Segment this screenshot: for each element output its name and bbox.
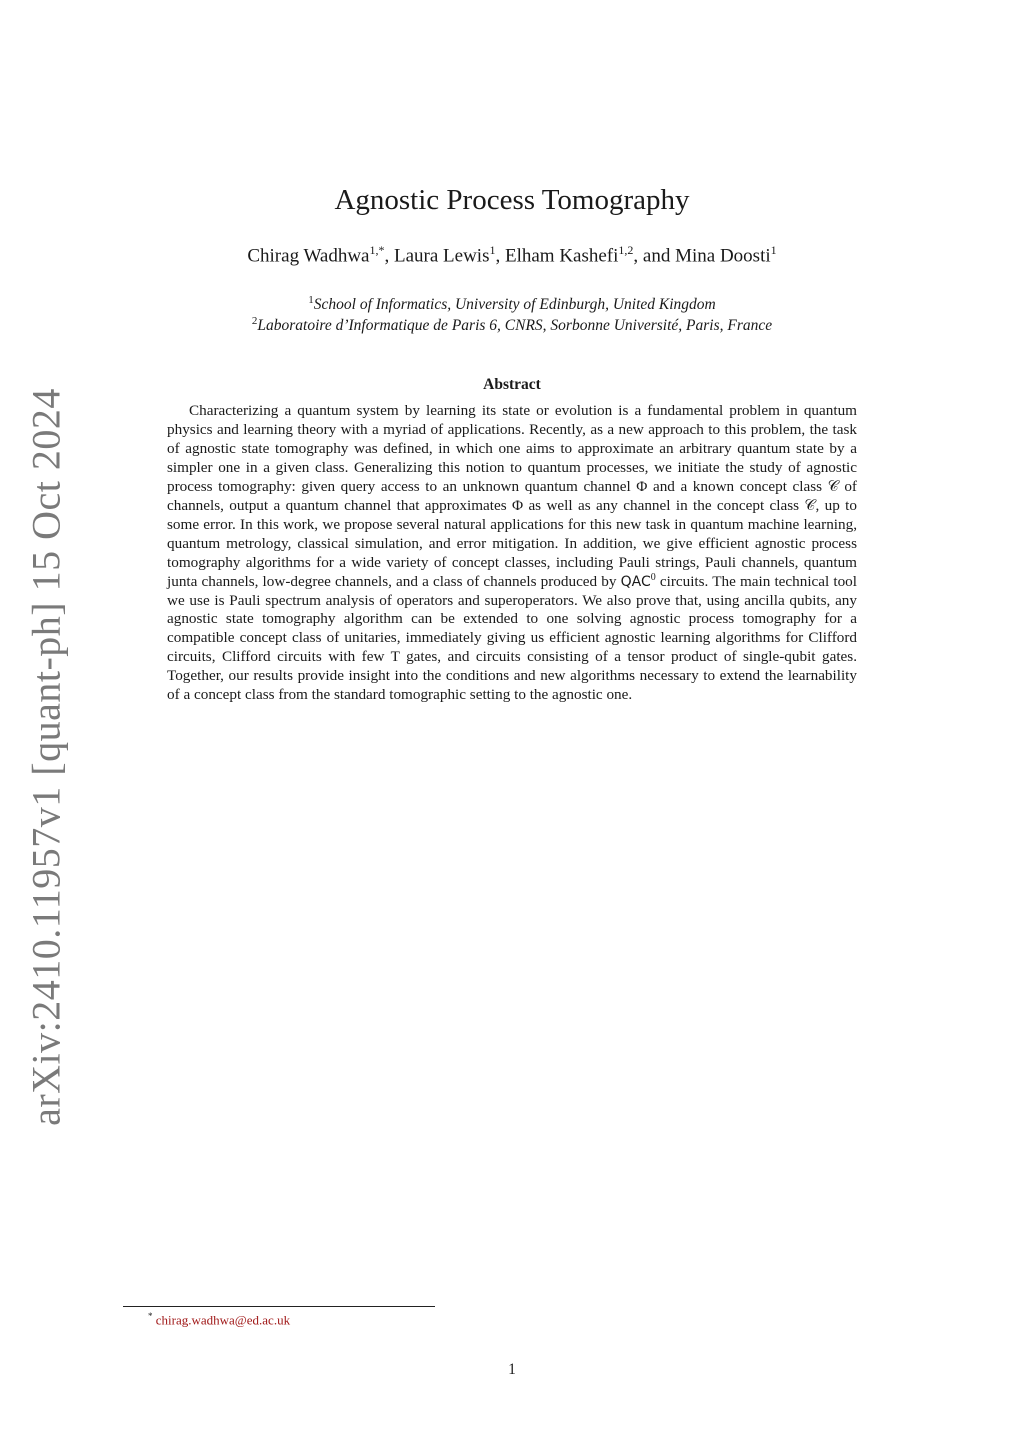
author-name: Mina Doosti bbox=[675, 245, 771, 267]
email-link[interactable]: chirag.wadhwa@ed.ac.uk bbox=[155, 1312, 291, 1328]
author-separator: , bbox=[495, 245, 505, 267]
author-affiliation-mark: 1,* bbox=[369, 243, 385, 257]
page-number: 1 bbox=[508, 1361, 516, 1378]
arxiv-stamp: arXiv:2410.11957v1 [quant-ph] 15 Oct 2024 bbox=[23, 388, 69, 1126]
affiliation-number: 1 bbox=[308, 294, 314, 306]
affiliation-number: 2 bbox=[251, 315, 258, 327]
author-affiliation-mark: 1 bbox=[489, 243, 496, 257]
author-affiliation-mark: 1 bbox=[770, 243, 777, 257]
affiliation-text: Laboratoire d’Informatique de Paris 6, CNRS, Sorbonne Université, Paris, France bbox=[257, 317, 773, 335]
author-name: Chirag Wadhwa bbox=[247, 245, 370, 267]
author-separator: , bbox=[384, 245, 394, 267]
abstract-text: circuits. The main technical tool we use is Pauli spectrum analysis of operators and superoperators. We also prove that, using ancilla qubits, any agnostic state tomography algorithm can be extended to one solving agnostic process tomography for a compatible concept class of unitaries, immediately giving us efficient agnostic learning algorithms for Clifford circuits, Clifford circuits with few T gates, and circuits consisting of a tensor product of single-qubit gates. Together, our results provide insight into the conditions and new algorithms necessary to extend the learnability of a concept class from the standard tomographic setting to the agnostic one. bbox=[167, 572, 857, 704]
footnote-marker: * bbox=[148, 1311, 153, 1321]
author-separator: , and bbox=[633, 245, 676, 267]
qac-superscript: 0 bbox=[650, 571, 656, 583]
abstract-body bbox=[167, 402, 857, 705]
author-name: Elham Kashefi bbox=[504, 245, 619, 267]
qac-label: QAC bbox=[620, 573, 651, 590]
author-list bbox=[0, 243, 1024, 267]
author-name: Laura Lewis bbox=[393, 245, 490, 267]
abstract-text: Characterizing a quantum system by learning its state or evolution is a fundamental problem in quantum physics and learning theory with a myriad of applications. Recently, as a new approach to this problem, the task of agnostic state tomography was defined, in which one aims to approximate an arbitrary quantum state by a simpler one in a given class. Generalizing this notion to quantum processes, we initiate the study of agnostic process tomography: given query access to an unknown quantum channel Φ and a known concept class 𝒞 of channels, output a quantum channel that approximates Φ as well as any channel in the concept class 𝒞, up to some error. In this work, we propose several natural applications for this new task in quantum machine learning, quantum metrology, classical simulation, and error mitigation. In addition, we give efficient agnostic process tomography algorithms for a wide variety of concept classes, including Pauli strings, Pauli channels, quantum junta channels, low-degree channels, and a class of channels produced by bbox=[167, 402, 857, 590]
paper-title: Agnostic Process Tomography bbox=[334, 184, 690, 216]
affiliation bbox=[0, 294, 1024, 314]
affiliation-text: School of Informatics, University of Edinburgh, United Kingdom bbox=[313, 296, 716, 314]
footnote-rule bbox=[123, 1306, 435, 1307]
abstract-heading: Abstract bbox=[483, 376, 541, 393]
author-affiliation-mark: 1,2 bbox=[618, 243, 634, 257]
footnote bbox=[148, 1311, 290, 1328]
affiliation bbox=[0, 315, 1024, 335]
